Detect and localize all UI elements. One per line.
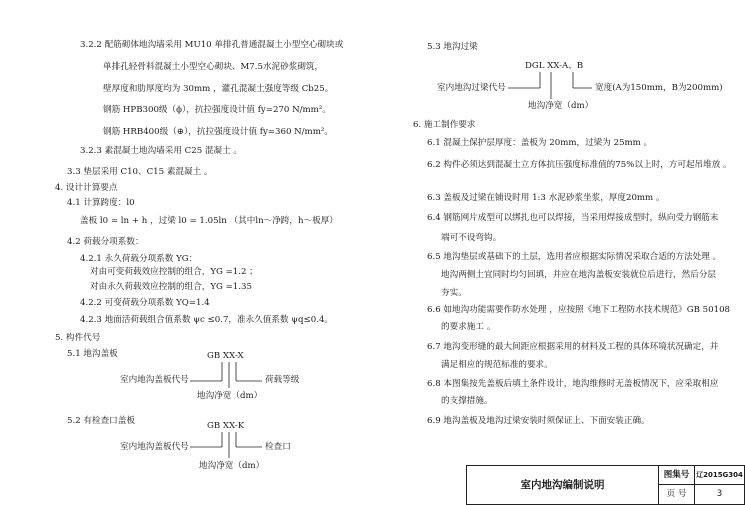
clause-5-3: 5.3 地沟过梁 [427, 42, 478, 52]
clause-6-5-line-1: 6.5 地沟垫层或基础下的土层，选用者应根据实际情况采取合适的方法处理 。 [427, 252, 722, 262]
label-5-2-right: 检查口 [265, 442, 291, 452]
clause-5-1: 5.1 地沟盖板 [67, 349, 118, 359]
clause-6-8-line-2: 的支撑措施。 [441, 396, 493, 406]
clause-6-7-line-1: 6.7 地沟变形缝的最大间距应根据采用的材料及工程的具体环境状况确定，并 [427, 342, 719, 352]
label-5-3-bottom: 地沟净宽（dm） [528, 101, 594, 111]
clause-3-2-2-line-3: 壁厚度和肋厚度均为 30mm ，灌孔混凝土强度等级 Cb25。 [103, 84, 334, 94]
clause-6-7-line-2: 满足相应的规范标准的要求。 [441, 360, 553, 370]
clause-3-2-3: 3.2.3 素混凝土地沟墙采用 C25 混凝土 。 [80, 146, 243, 156]
diagram-5-3-lines [508, 72, 592, 99]
label-5-1-right: 荷载等级 [265, 375, 300, 385]
page-number-value: 3 [716, 489, 723, 500]
clause-6-6-line-2: 的要求施工 。 [441, 322, 496, 332]
clause-6-1: 6.1 混凝土保护层厚度：盖板为 20mm，过梁为 25mm 。 [427, 138, 653, 148]
clause-5-2: 5.2 有检查口盖板 [67, 416, 135, 426]
label-5-3-left: 室内地沟过梁代号 [437, 83, 506, 93]
code-5-2: GB XX-K [207, 421, 245, 431]
clause-3-2-2-line-1: 3.2.2 配筋砌体地沟墙采用 MU10 单排孔普通混凝土小型空心砌块或 [80, 40, 344, 50]
clause-4-2-1-b: 对由永久荷载效应控制的组合，YG =1.35 [90, 282, 252, 292]
code-5-1: GB XX-X [207, 351, 244, 361]
clause-4-1-formula: 盖板 l0 = ln + h ，过梁 l0 = 1.05ln （其中ln～净跨，h～板厚） [80, 216, 338, 226]
clause-6-6-line-1: 6.6 如地沟功能需要作防水处理 ，应按照《地下工程防水技术规范》GB 50108 [427, 305, 731, 315]
heading-4: 4. 设计计算要点 [55, 183, 118, 193]
code-5-3: DGL XX-A、B [525, 61, 584, 71]
heading-5: 5. 构件代号 [55, 333, 101, 343]
clause-3-2-2-line-5: 钢筋 HRB400级（⊕），抗拉强度设计值 fy=360 N/mm²。 [103, 127, 333, 137]
clause-4-2-3: 4.2.3 地面活荷载组合值系数 ψc ≤0.7，准永久值系数 ψq≤0.4。 [80, 315, 334, 325]
clause-4-2-1-a: 对由可变荷载效应控制的组合，YG =1.2 ； [90, 267, 258, 277]
label-5-1-left: 室内地沟盖板代号 [120, 375, 189, 385]
drawing-title: 室内地沟编制说明 [467, 466, 659, 504]
atlas-number-value: 辽2015G304 [695, 466, 744, 485]
label-5-2-bottom: 地沟净宽（dm） [199, 461, 265, 471]
clause-3-3: 3.3 垫层采用 C10、C15 素混凝土 。 [67, 167, 213, 177]
atlas-number-label: 图集号 [659, 466, 695, 485]
clause-6-5-line-2: 地沟两侧土宜同时均匀回填，并应在地沟盖板安装就位后进行，然后分层 [441, 270, 717, 280]
clause-4-2-2: 4.2.2 可变荷载分项系数 YQ=1.4 [80, 298, 210, 308]
label-5-1-bottom: 地沟净宽（dm） [197, 391, 263, 401]
clause-3-2-2-line-2: 单排孔轻骨料混凝土小型空心砌块、M7.5水泥砂浆砌筑， [103, 62, 324, 72]
clause-6-3: 6.3 盖板及过梁在铺设时用 1:3 水泥砂浆坐浆，厚度20mm 。 [427, 193, 665, 203]
clause-4-2: 4.2 荷载分项系数： [67, 237, 144, 247]
heading-6: 6. 施工制作要求 [413, 120, 476, 130]
page-number-label: 页 号 [659, 485, 695, 504]
title-block [466, 465, 745, 505]
clause-6-8-line-1: 6.8 本图集按先盖板后填土条件设计，地沟维修时无盖板情况下，应采取相应 [427, 379, 719, 389]
clause-6-4-line-1: 6.4 钢筋网片成型可以绑扎也可以焊接，当采用焊接成型时，纵向受力钢筋末 [427, 213, 719, 223]
diagram-5-2-lines [190, 432, 262, 458]
clause-6-5-line-3: 夯实。 [441, 288, 467, 298]
label-5-3-right: 宽度(A为150mm，B为200mm) [595, 83, 723, 93]
clause-6-9: 6.9 地沟盖板及地沟过梁安装时须保证上、下面安装正确。 [427, 416, 650, 426]
clause-4-1: 4.1 计算跨度：l0 [67, 198, 135, 208]
clause-4-2-1: 4.2.1 永久荷载分项系数 YG： [80, 254, 198, 264]
clause-6-2: 6.2 构件必须达到混凝土立方体抗压强度标准值的75%以上时，方可起吊堆放 。 [427, 160, 732, 170]
label-5-2-left: 室内地沟盖板代号 [120, 442, 189, 452]
diagram-5-1-lines [190, 362, 262, 388]
clause-3-2-2-line-4: 钢筋 HPB300级（ϕ），抗拉强度设计值 fy=270 N/mm²。 [103, 105, 331, 115]
clause-6-4-line-2: 端可不设弯钩。 [441, 233, 502, 243]
